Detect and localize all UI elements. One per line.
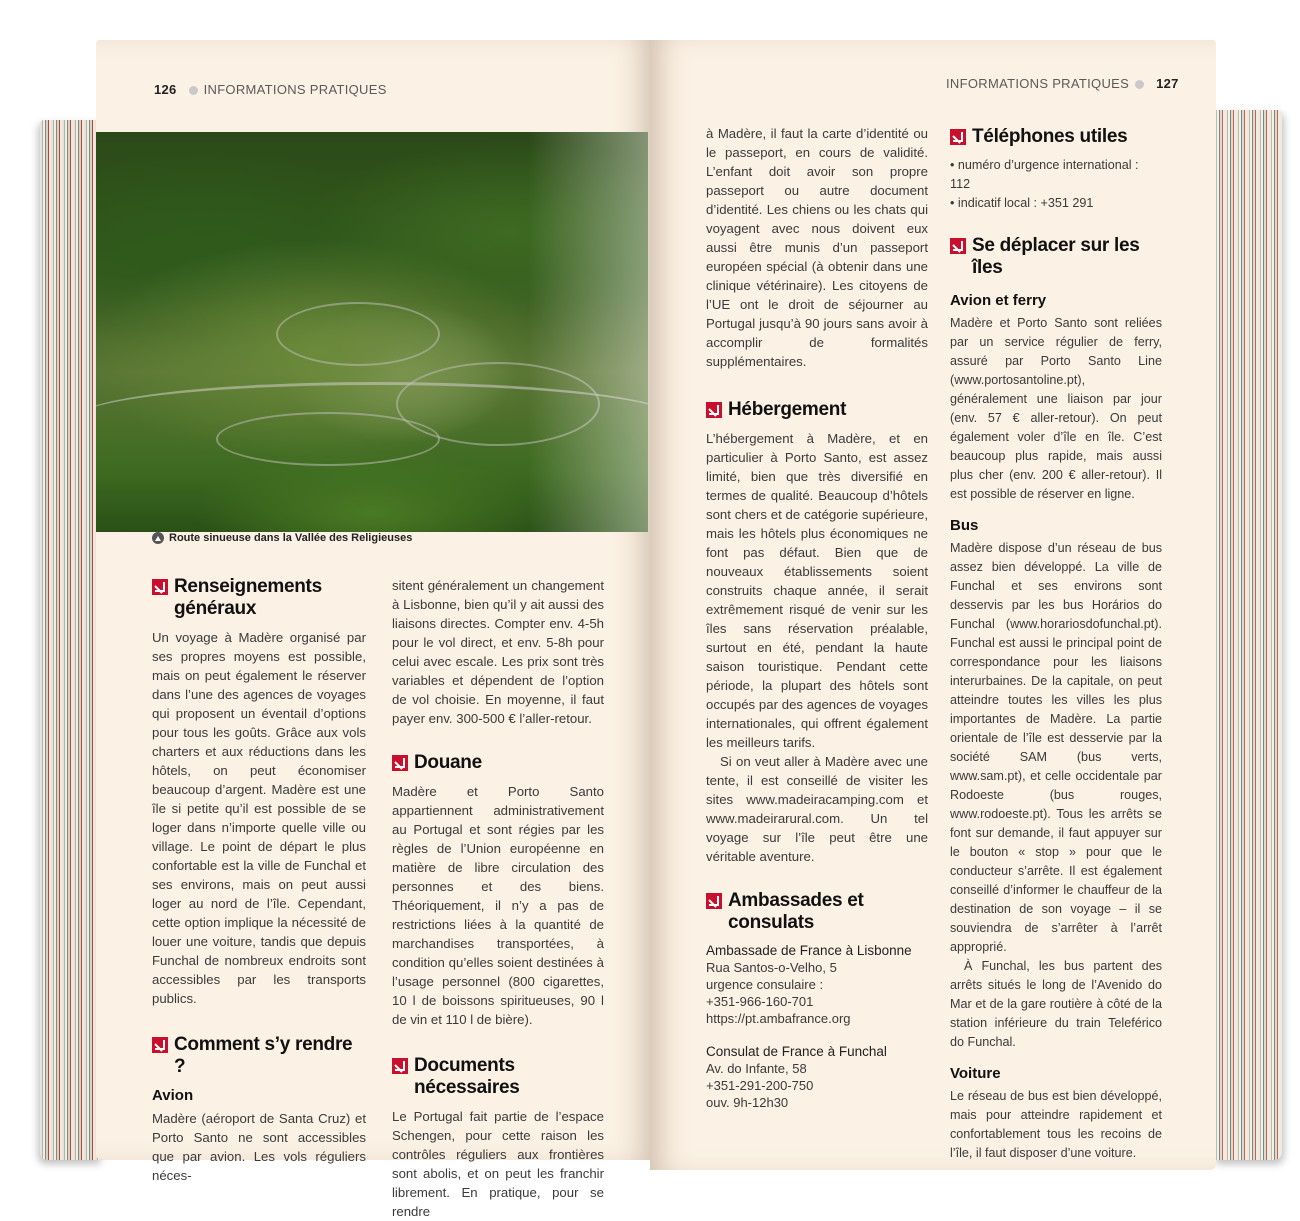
running-head-text: INFORMATIONS PRATIQUES (203, 82, 387, 97)
embassy-link[interactable]: https://pt.ambafrance.org (706, 1011, 851, 1026)
embassy-line: Rua Santos-o-Velho, 5 (706, 960, 837, 975)
photo-caption (152, 532, 412, 544)
consulate-line: Av. do Infante, 58 (706, 1061, 807, 1076)
subheading-avion: Avion (152, 1087, 194, 1104)
heading-documents: Documents nécessaires (392, 1055, 604, 1099)
arrow-bullet-icon (706, 893, 722, 909)
consulate-name: Consulat de France à Funchal (706, 1044, 887, 1059)
heading-comment-sy-rendre: Comment s’y rendre ? (152, 1034, 366, 1078)
arrow-bullet-icon (152, 1037, 168, 1053)
heading-ambassades: Ambassades et consulats (706, 890, 928, 934)
running-head-text: INFORMATIONS PRATIQUES (946, 76, 1130, 91)
arrow-bullet-icon (950, 129, 966, 145)
left-column-1 (152, 576, 366, 1185)
paragraph-camping: Si on veut aller à Madère avec une tente, il est conseillé de visiter les sites www.madeiracamping.com et www.madeirarural.com. Un tel voyage sur l’île peut être une véritable aventure. (706, 754, 928, 864)
paragraph-documents-cont: à Madère, il faut la carte d’identité ou le passeport, en cours de validité. L’enfant doit avoir son propre passeport ou autre document d’identité. Les chiens ou les chats qui voyagent avec nous doivent eux aussi être munis d’un passeport européen spécial (à obtenir dans une clinique vétérinaire). Les citoyens de l’UE ont le droit de séjourner au Portugal jusqu’à 90 jours sans avoir à accomplir de formalités supplémentaires. (706, 126, 928, 369)
paragraph-avion-cont: sitent généralement un changement à Lisbonne, bien qu’il y ait aussi des liaisons directes. Compter env. 4-5h pour le vol direct, et env. 5-8h pour celui avec escale. Les prix sont très variables et dépendent de l’option de vol choisie. En moyenne, il faut payer env. 300-500 € l’aller-retour. (392, 578, 604, 726)
arrow-bullet-icon (706, 402, 722, 418)
separator-dot-icon (1135, 80, 1144, 89)
heading-douane: Douane (392, 752, 604, 774)
heading-hebergement: Hébergement (706, 399, 928, 421)
arrow-bullet-icon (950, 238, 966, 254)
consulate-line: +351-291-200-750 (706, 1078, 814, 1093)
page-number-left: 126 (154, 82, 177, 97)
subheading-avion-ferry: Avion et ferry (950, 292, 1047, 309)
embassy-block (706, 942, 928, 1027)
paragraph-douane: Madère et Porto Santo appartiennent administrativement au Portugal et sont régies par les règles de l’Union européenne en matière de libre circulation des personnes et des biens. Théoriquement, il n’y a pas de restrictions liées à la quantité de marchandises transportées, à condition qu’elles soient destinées à l’usage personnel (800 cigarettes, 10 l de boissons spiritueuses, 90 l de vin et 110 l de bière). (392, 784, 604, 1027)
arrow-bullet-icon (392, 755, 408, 771)
running-head-right (946, 76, 1185, 91)
heading-se-deplacer: Se déplacer sur les îles (950, 235, 1162, 279)
camera-icon (152, 532, 164, 544)
embassy-name: Ambassade de France à Lisbonne (706, 943, 912, 958)
running-head-left (148, 82, 387, 97)
consulate-block (706, 1043, 928, 1111)
right-column-2 (950, 126, 1162, 1163)
separator-dot-icon (189, 86, 198, 95)
embassy-line: +351-966-160-701 (706, 994, 814, 1009)
subheading-voiture: Voiture (950, 1065, 1001, 1082)
paragraph-avion-ferry: Madère et Porto Santo sont reliées par un service régulier de ferry, assuré par Porto Santo Line (www.portosantoline.pt), généralement une liaison par jour (env. 57 € aller-retour). On peut également voler d’île en île. C’est beaucoup plus rapide, mais aussi plus cher (env. 200 € aller-retour). Il est possible de réserver en ligne. (950, 316, 1162, 501)
paragraph-hebergement: L’hébergement à Madère, et en particulier à Porto Santo, est assez limité, bien que très diversifié en termes de qualité. Beaucoup d’hôtels sont chers et de catégorie supérieure, mais les hôtels plus économiques ne font pas défaut. Bien que de nouveaux établissements soient construits chaque année, il serait extrêmement risqué de venir sur les îles sans réservation préalable, surtout en été, pendant la haute saison touristique. Pendant cette période, la plupart des hôtels sont occupés par des agences de voyages internationales, qui offrent également les meilleurs tarifs. (706, 431, 928, 750)
consulate-line: ouv. 9h-12h30 (706, 1095, 789, 1110)
right-page (650, 40, 1216, 1170)
left-column-2 (392, 576, 604, 1221)
paragraph-bus-funchal: À Funchal, les bus partent des arrêts situés le long de l’Avenido do Mar et de la gare routière à côté de la station inférieure du train Teleférico do Funchal. (950, 959, 1162, 1049)
phone-line: • indicatif local : +351 291 (950, 196, 1094, 210)
valley-photo (96, 132, 648, 532)
heading-renseignements: Renseignements généraux (152, 576, 366, 620)
phone-line: • numéro d’urgence international : 112 (950, 158, 1139, 191)
paragraph-voiture: Le réseau de bus est bien développé, mais pour atteindre rapidement et confortablement tous les recoins de l’île, il faut disposer d’une voiture. (950, 1089, 1162, 1160)
arrow-bullet-icon (152, 579, 168, 595)
right-column-1 (706, 124, 928, 1111)
paragraph-bus: Madère dispose d’un réseau de bus assez bien développé. La ville de Funchal et ses environs sont desservis par les bus Horários do Funchal (www.horariosdofunchal.pt). Funchal est aussi le principal point de correspondance pour les liaisons interurbaines. De la capitale, on peut atteindre toutes les villes les plus importantes de Madère. La partie orientale de l’île est desservie par la société SAM (bus verts, www.sam.pt), et celle occidentale par Rodoeste (bus rouges, www.rodoeste.pt). Tous les arrêts se font sur demande, il faut appuyer sur le bouton « stop » pour que le conducteur s’arrête. Il est également conseillé d’informer le chauffeur de la destination de son voyage – il se souviendra de s’arrêter à l’arrêt approprié. (950, 541, 1162, 954)
page-edges-right (1214, 110, 1282, 1160)
arrow-bullet-icon (392, 1058, 408, 1074)
embassy-line: urgence consulaire : (706, 977, 824, 992)
paragraph-documents: Le Portugal fait partie de l’espace Schengen, pour cette raison les contrôles réguliers aux frontières sont abolis, et on peut les franchir librement. En pratique, pour se rendre (392, 1109, 604, 1219)
page-number-right: 127 (1156, 76, 1179, 91)
page-edges-left (40, 120, 102, 1160)
paragraph-avion: Madère (aéroport de Santa Cruz) et Porto Santo ne sont accessibles que par avion. Les vols réguliers néces- (152, 1111, 366, 1183)
caption-text: Route sinueuse dans la Vallée des Religieuses (169, 532, 413, 544)
subheading-bus: Bus (950, 517, 979, 534)
heading-telephones: Téléphones utiles (950, 126, 1162, 148)
paragraph-renseignements: Un voyage à Madère organisé par ses propres moyens est possible, mais on peut également le réserver dans l’une des agences de voyages qui proposent un éventail d’options pour tous les goûts. Grâce aux vols charters et aux réductions dans les hôtels, on peut économiser beaucoup d’argent. Madère est une île si petite qu’il est possible de se loger dans n’importe quelle ville ou village. Le point de départ le plus confortable est la ville de Funchal et ses environs, mais on peut aussi loger au nord de l’île. Cependant, cette option implique la nécessité de louer une voiture, tandis que depuis Funchal de nombreux endroits sont accessibles par les transports publics. (152, 630, 366, 1006)
left-page (96, 40, 652, 1219)
